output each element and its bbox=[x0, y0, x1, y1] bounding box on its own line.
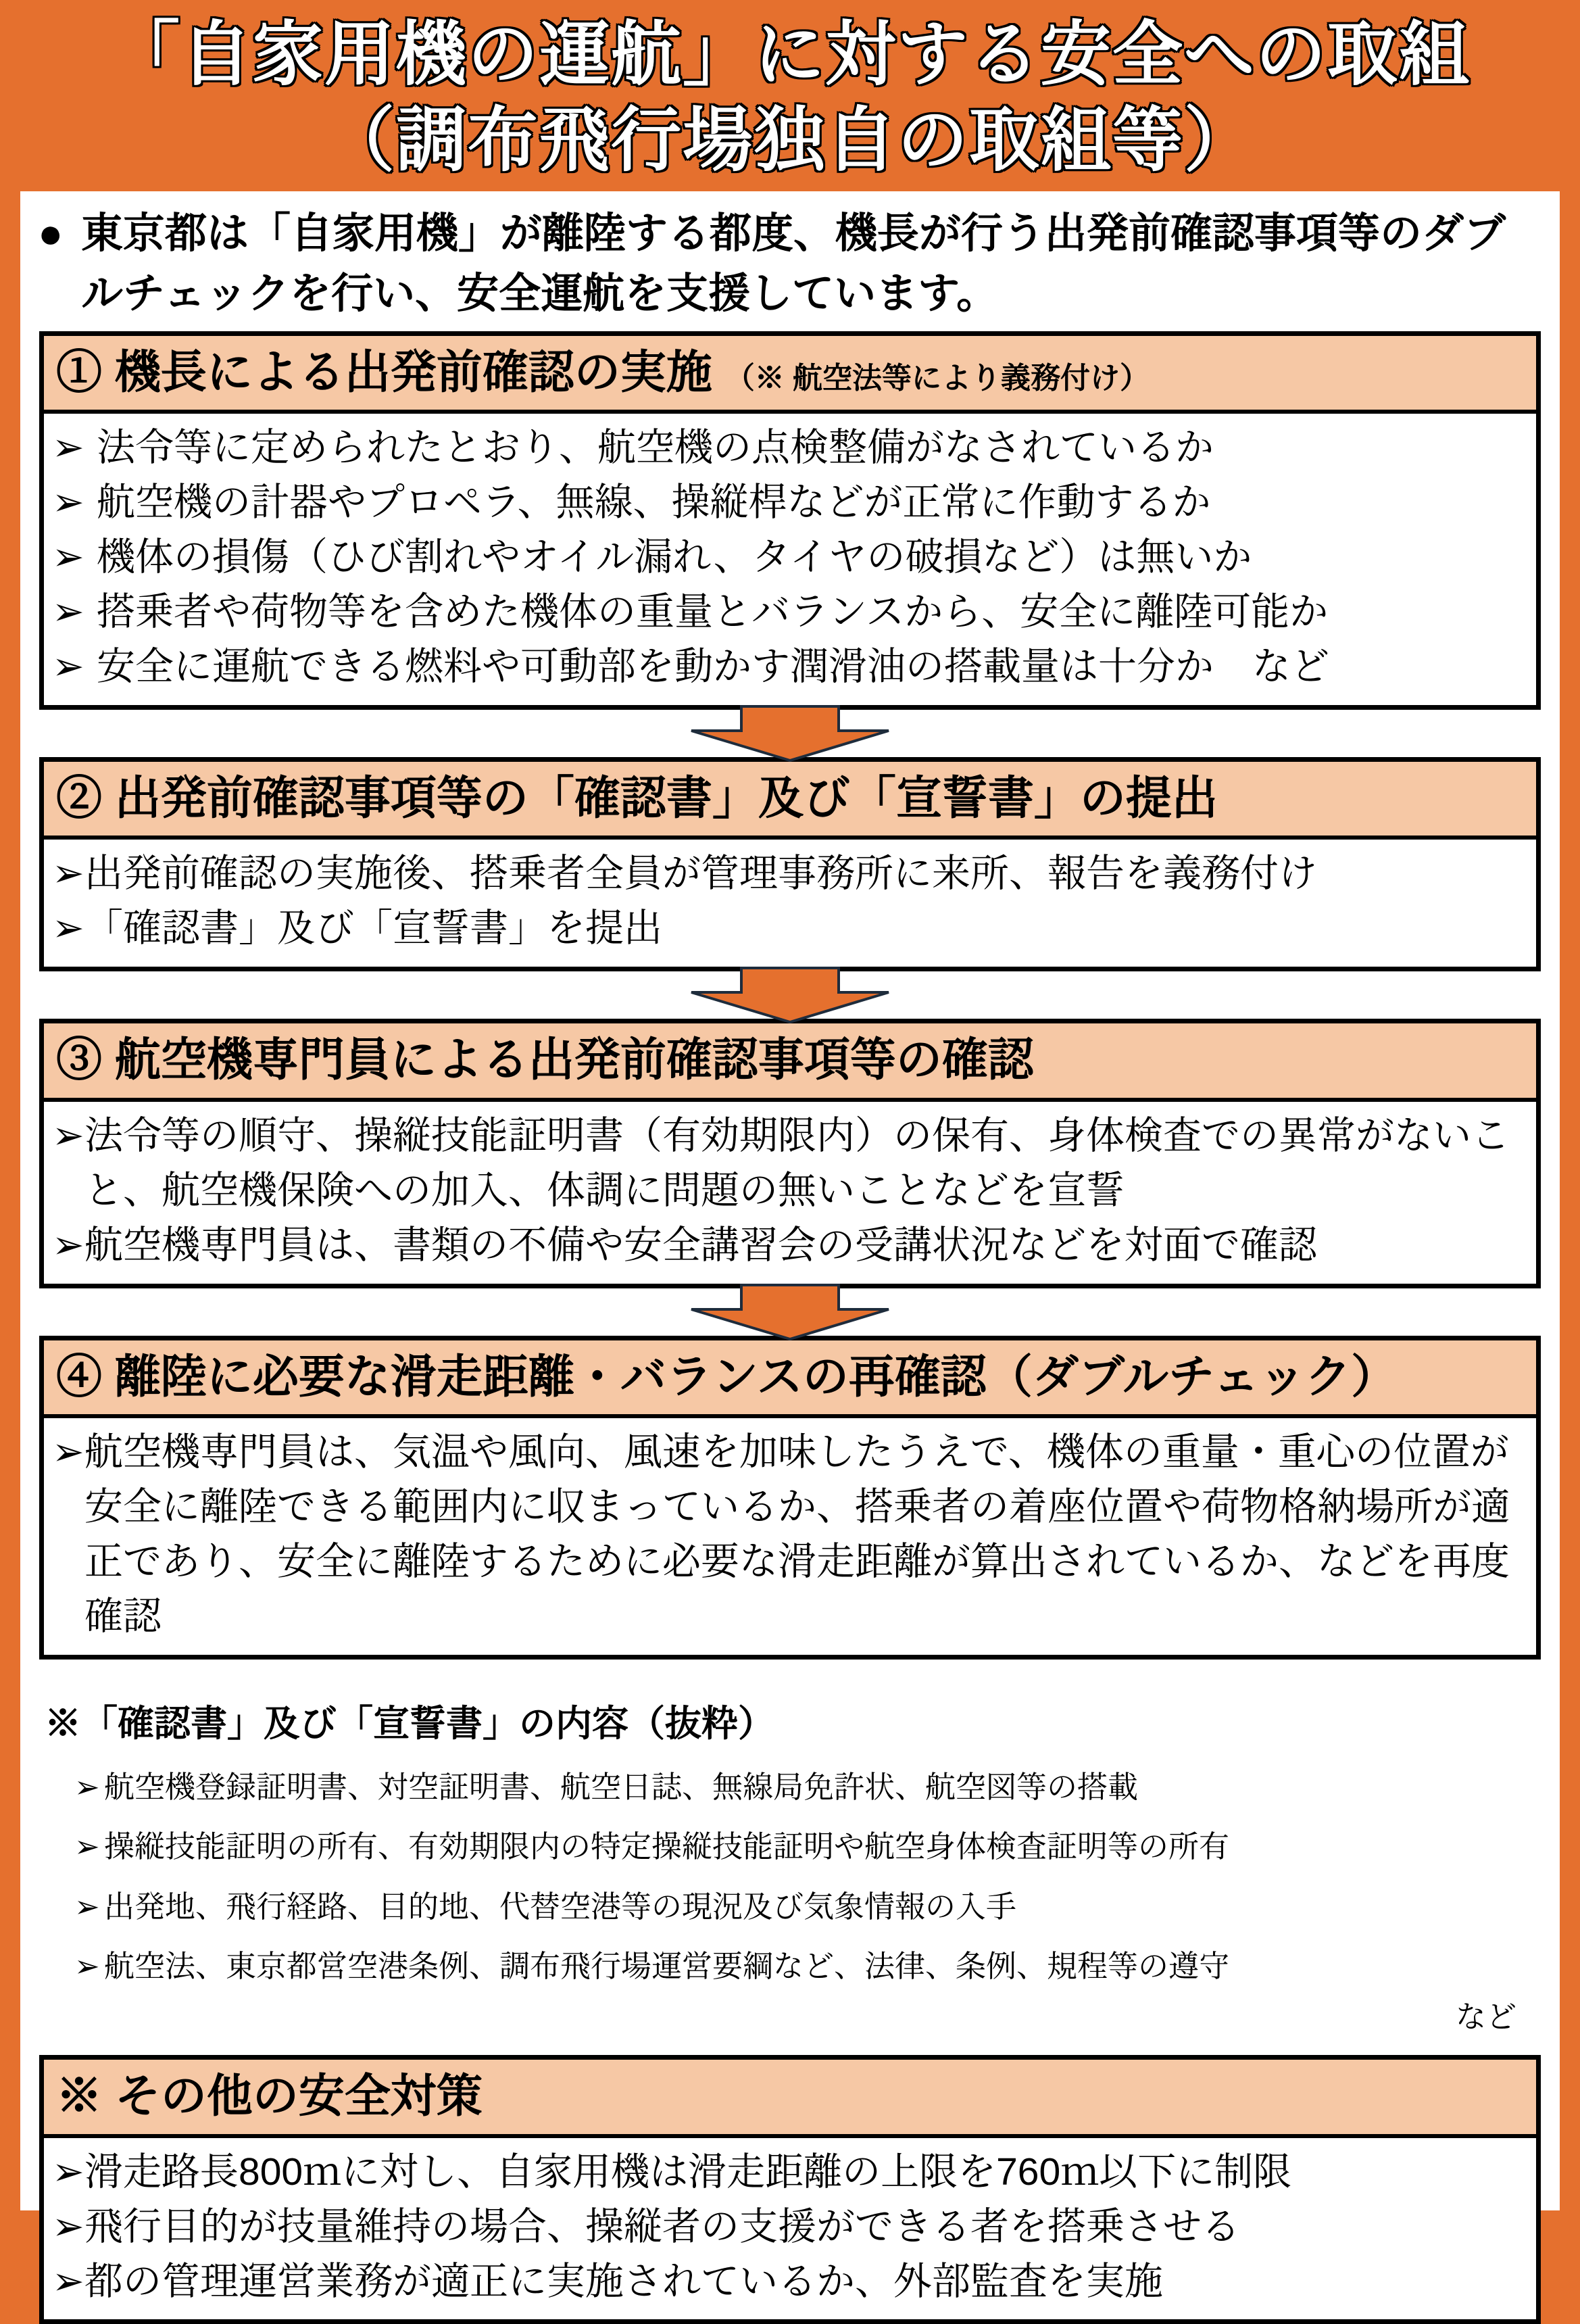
section-3-header bbox=[44, 1023, 1536, 1102]
list-item bbox=[52, 1109, 1525, 1218]
bullet-icon: ● bbox=[38, 210, 64, 257]
list-item-text: 出発前確認の実施後、搭乗者全員が管理事務所に来所、報告を義務付け bbox=[84, 852, 1317, 896]
list-item bbox=[52, 530, 1525, 585]
section-4-header bbox=[44, 1340, 1536, 1419]
arrow-bullet-icon: ➢ bbox=[52, 2259, 84, 2303]
section-1-box bbox=[39, 331, 1541, 710]
list-item-text: 航空機専門員は、書類の不備や安全講習会の受講状況などを対面で確認 bbox=[84, 1223, 1317, 1267]
list-item bbox=[52, 2145, 1525, 2200]
list-item-text: 操縦技能証明の所有、有効期限内の特定操縦技能証明や航空身体検査証明等の所有 bbox=[104, 1829, 1230, 1864]
other-safety-header: ※ その他の安全対策 bbox=[44, 2060, 1536, 2138]
list-item bbox=[52, 475, 1525, 530]
section-4-heading: 離陸に必要な滑走距離・バランスの再確認（ダブルチェック） bbox=[102, 1351, 1398, 1403]
section-2-heading: 出発前確認事項等の「確認書」及び「宣誓書」の提出 bbox=[102, 772, 1218, 824]
section-4-list bbox=[44, 1418, 1536, 1655]
list-item-text: 航空機登録証明書、対空証明書、航空日誌、無線局免許状、航空図等の搭載 bbox=[104, 1770, 1139, 1805]
arrow-bullet-icon: ➢ bbox=[52, 1113, 84, 1157]
flow-arrow-row bbox=[35, 967, 1545, 1023]
content-area bbox=[20, 191, 1560, 2303]
section-4-box bbox=[39, 1336, 1541, 1660]
list-item-text: 都の管理運営業務が適正に実施されているか、外部監査を実施 bbox=[84, 2259, 1163, 2303]
list-item bbox=[52, 1218, 1525, 1273]
section-4-number: ④ bbox=[56, 1351, 103, 1403]
list-item-text: 「確認書」及び「宣誓書」を提出 bbox=[84, 906, 662, 950]
list-item bbox=[74, 1888, 1535, 1926]
section-3-heading: 航空機専門員による出発前確認事項等の確認 bbox=[102, 1034, 1034, 1086]
list-item bbox=[52, 1425, 1525, 1644]
down-arrow-icon bbox=[689, 1284, 891, 1340]
list-item bbox=[74, 1828, 1535, 1866]
arrow-bullet-icon: ➢ bbox=[52, 2204, 84, 2248]
list-item-text: 滑走路長800ｍに対し、自家用機は滑走距離の上限を760ｍ以下に制限 bbox=[84, 2150, 1292, 2194]
arrow-bullet-icon: ➢ bbox=[52, 906, 84, 950]
section-2-header bbox=[44, 762, 1536, 840]
other-safety-box bbox=[39, 2055, 1541, 2324]
list-item bbox=[52, 585, 1525, 639]
list-item bbox=[74, 1768, 1535, 1806]
list-item-text: 出発地、飛行経路、目的地、代替空港等の現況及び気象情報の入手 bbox=[104, 1889, 1017, 1924]
lead-text: 東京都は「自家用機」が離陸する都度、機長が行う出発前確認事項等のダブルチェックを行い、安全運航を支援しています。 bbox=[81, 210, 1506, 318]
notes-block bbox=[45, 1695, 1535, 2036]
arrow-bullet-icon: ➢ bbox=[74, 1889, 100, 1924]
page-title-line-1: 「自家用機の運航」に対する安全への取組 bbox=[109, 15, 1471, 94]
list-item bbox=[52, 846, 1525, 901]
arrow-bullet-icon: ➢ bbox=[52, 1223, 84, 1267]
arrow-bullet-icon: ➢ bbox=[74, 1829, 100, 1864]
list-item-text: 安全に運航できる燃料や可動部を動かす潤滑油の搭載量は十分か など bbox=[97, 644, 1329, 688]
arrow-bullet-icon: ➢ bbox=[52, 852, 84, 896]
section-1-list bbox=[44, 414, 1536, 705]
section-3-box bbox=[39, 1019, 1541, 1288]
arrow-bullet-icon: ➢ bbox=[52, 1430, 84, 1474]
notes-suffix: など bbox=[1455, 2000, 1516, 2035]
list-item-text: 航空機専門員は、気温や風向、風速を加味したうえで、機体の重量・重心の位置が安全に離陸できる範囲内に収まっているか、搭乗者の着座位置や荷物格納場所が適正であり、安全に離陸するために必要な滑走距離が算出されているか、などを再度確認 bbox=[84, 1430, 1510, 1639]
section-2-number: ② bbox=[56, 772, 103, 824]
list-item-text: 法令等の順守、操縦技能証明書（有効期限内）の保有、身体検査での異常がないこと、航空機保険への加入、体調に問題の無いことなどを宣誓 bbox=[84, 1113, 1510, 1212]
arrow-bullet-icon: ➢ bbox=[52, 481, 84, 525]
section-2-list bbox=[44, 840, 1536, 967]
flow-arrow-row bbox=[35, 1284, 1545, 1340]
list-item-text: 飛行目的が技量維持の場合、操縦者の支援ができる者を搭乗させる bbox=[84, 2204, 1240, 2248]
down-arrow-icon bbox=[689, 967, 891, 1023]
notes-heading: ※「確認書」及び「宣誓書」の内容（抜粋） bbox=[45, 1703, 774, 1745]
list-item bbox=[52, 901, 1525, 956]
arrow-bullet-icon: ➢ bbox=[74, 1948, 100, 1983]
section-3-number: ③ bbox=[56, 1034, 103, 1086]
list-item bbox=[52, 639, 1525, 694]
arrow-bullet-icon: ➢ bbox=[52, 2150, 84, 2194]
down-arrow-icon bbox=[689, 705, 891, 762]
section-2-box bbox=[39, 757, 1541, 971]
list-item-text: 機体の損傷（ひび割れやオイル漏れ、タイヤの破損など）は無いか bbox=[97, 535, 1252, 579]
list-item-text: 航空機の計器やプロペラ、無線、操縦桿などが正常に作動するか bbox=[97, 481, 1211, 525]
section-1-heading: 機長による出発前確認の実施 bbox=[102, 346, 725, 398]
arrow-bullet-icon: ➢ bbox=[52, 426, 84, 470]
list-item bbox=[52, 420, 1525, 475]
page-title-line-2: （調布飛行場独自の取組等） bbox=[324, 101, 1256, 180]
list-item-text: 搭乗者や荷物等を含めた機体の重量とバランスから、安全に離陸可能か bbox=[97, 589, 1329, 633]
title-block bbox=[0, 0, 1580, 191]
arrow-bullet-icon: ➢ bbox=[52, 589, 84, 633]
list-item bbox=[52, 2254, 1525, 2309]
lead-paragraph bbox=[38, 203, 1542, 324]
list-item-text: 法令等に定められたとおり、航空機の点検整備がなされているか bbox=[97, 426, 1214, 470]
list-item-text: 航空法、東京都営空港条例、調布飛行場運営要綱など、法律、条例、規程等の遵守 bbox=[104, 1948, 1230, 1983]
arrow-bullet-icon: ➢ bbox=[74, 1770, 100, 1805]
section-1-header bbox=[44, 336, 1536, 414]
section-3-list bbox=[44, 1102, 1536, 1284]
list-item bbox=[52, 2200, 1525, 2254]
list-item bbox=[74, 1947, 1535, 1985]
arrow-bullet-icon: ➢ bbox=[52, 535, 84, 579]
other-safety-list bbox=[44, 2138, 1536, 2320]
section-1-number: ① bbox=[56, 346, 103, 398]
section-1-heading-note: （※ 航空法等により義務付け） bbox=[724, 361, 1150, 395]
flow-arrow-row bbox=[35, 706, 1545, 761]
arrow-bullet-icon: ➢ bbox=[52, 644, 84, 688]
